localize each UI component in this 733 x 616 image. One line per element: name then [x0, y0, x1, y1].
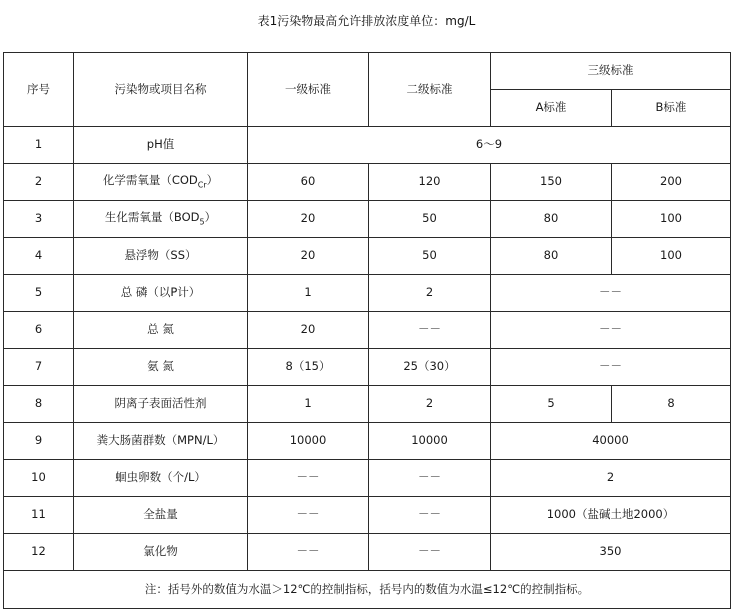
- level3b-value: 200: [612, 164, 731, 201]
- level2-value: 2: [369, 275, 491, 312]
- note-row: [4, 571, 731, 609]
- header-name: 污染物或项目名称: [74, 53, 248, 127]
- row-number: 10: [4, 460, 74, 497]
- table-row: [4, 164, 731, 201]
- header-seq: 序号: [4, 53, 74, 127]
- level3-value: 40000: [491, 423, 731, 460]
- name-subscript: Cr: [197, 180, 207, 190]
- level1-value: －－: [248, 534, 369, 571]
- row-number: 11: [4, 497, 74, 534]
- level3-value: －－: [491, 312, 731, 349]
- table-row: [4, 423, 731, 460]
- row-number: 5: [4, 275, 74, 312]
- pollutant-name: 总 磷（以P计）: [74, 275, 248, 312]
- pollutant-name: 全盐量: [74, 497, 248, 534]
- level2-value: 50: [369, 238, 491, 275]
- table-row: [4, 238, 731, 275]
- row-number: 6: [4, 312, 74, 349]
- name-text: 生化需氧量（BOD: [104, 210, 200, 225]
- level3b-value: 8: [612, 386, 731, 423]
- level1-value: 8（15）: [248, 349, 369, 386]
- row-number: 4: [4, 238, 74, 275]
- row-number: 3: [4, 201, 74, 238]
- level2-value: －－: [369, 460, 491, 497]
- level1-value: 10000: [248, 423, 369, 460]
- row-number: 1: [4, 127, 74, 164]
- level2-value: －－: [369, 497, 491, 534]
- level3-value: －－: [491, 349, 731, 386]
- pollutant-name: 蛔虫卵数（个/L）: [74, 460, 248, 497]
- level2-value: －－: [369, 312, 491, 349]
- emission-standard-table: [3, 52, 731, 609]
- table-row: [4, 127, 731, 164]
- level1-value: 1: [248, 386, 369, 423]
- name-text-close: ）: [204, 210, 217, 225]
- table-row: [4, 497, 731, 534]
- table-note: 注：括号外的数值为水温＞12℃的控制指标，括号内的数值为水温≤12℃的控制指标。: [4, 571, 731, 609]
- pollutant-name: 悬浮物（SS）: [74, 238, 248, 275]
- header-level1: 一级标准: [248, 53, 369, 127]
- level2-value: 10000: [369, 423, 491, 460]
- level2-value: 120: [369, 164, 491, 201]
- level3b-value: 100: [612, 201, 731, 238]
- level2-value: 50: [369, 201, 491, 238]
- level1-value: 60: [248, 164, 369, 201]
- level3a-value: 5: [491, 386, 612, 423]
- level2-value: 2: [369, 386, 491, 423]
- level3-value: 350: [491, 534, 731, 571]
- level3-value: －－: [491, 275, 731, 312]
- level3a-value: 150: [491, 164, 612, 201]
- level1-value: －－: [248, 497, 369, 534]
- header-level3-b: B标准: [612, 90, 731, 127]
- level1-value: －－: [248, 460, 369, 497]
- level3a-value: 80: [491, 201, 612, 238]
- level2-value: 25（30）: [369, 349, 491, 386]
- level3-value: 1000（盐碱土地2000）: [491, 497, 731, 534]
- level1-value: 20: [248, 238, 369, 275]
- level2-value: －－: [369, 534, 491, 571]
- level3b-value: 100: [612, 238, 731, 275]
- row-number: 9: [4, 423, 74, 460]
- header-level3-a: A标准: [491, 90, 612, 127]
- table-row: [4, 312, 731, 349]
- table-caption: 表1污染物最高允许排放浓度单位：mg/L: [257, 14, 476, 28]
- header-level3: 三级标准: [491, 53, 731, 90]
- pollutant-name: [74, 164, 248, 201]
- pollutant-name: 阴离子表面活性剂: [74, 386, 248, 423]
- level1-value: 1: [248, 275, 369, 312]
- table-row: [4, 275, 731, 312]
- pollutant-name: pH值: [74, 127, 248, 164]
- level3a-value: 80: [491, 238, 612, 275]
- name-text: 化学需氧量（COD: [102, 173, 198, 188]
- merged-value: 6～9: [248, 127, 731, 164]
- name-text-close: ）: [206, 173, 219, 188]
- header-level2: 二级标准: [369, 53, 491, 127]
- pollutant-name: 粪大肠菌群数（MPN/L）: [74, 423, 248, 460]
- row-number: 2: [4, 164, 74, 201]
- table-row: [4, 201, 731, 238]
- row-number: 12: [4, 534, 74, 571]
- level3-value: 2: [491, 460, 731, 497]
- row-number: 8: [4, 386, 74, 423]
- table-row: [4, 460, 731, 497]
- table-row: [4, 386, 731, 423]
- pollutant-name: 总 氮: [74, 312, 248, 349]
- pollutant-name: 氨 氮: [74, 349, 248, 386]
- row-number: 7: [4, 349, 74, 386]
- pollutant-name: [74, 201, 248, 238]
- table-row: [4, 349, 731, 386]
- pollutant-name: 氯化物: [74, 534, 248, 571]
- name-subscript: 5: [199, 217, 205, 227]
- table-row: [4, 534, 731, 571]
- level1-value: 20: [248, 201, 369, 238]
- level1-value: 20: [248, 312, 369, 349]
